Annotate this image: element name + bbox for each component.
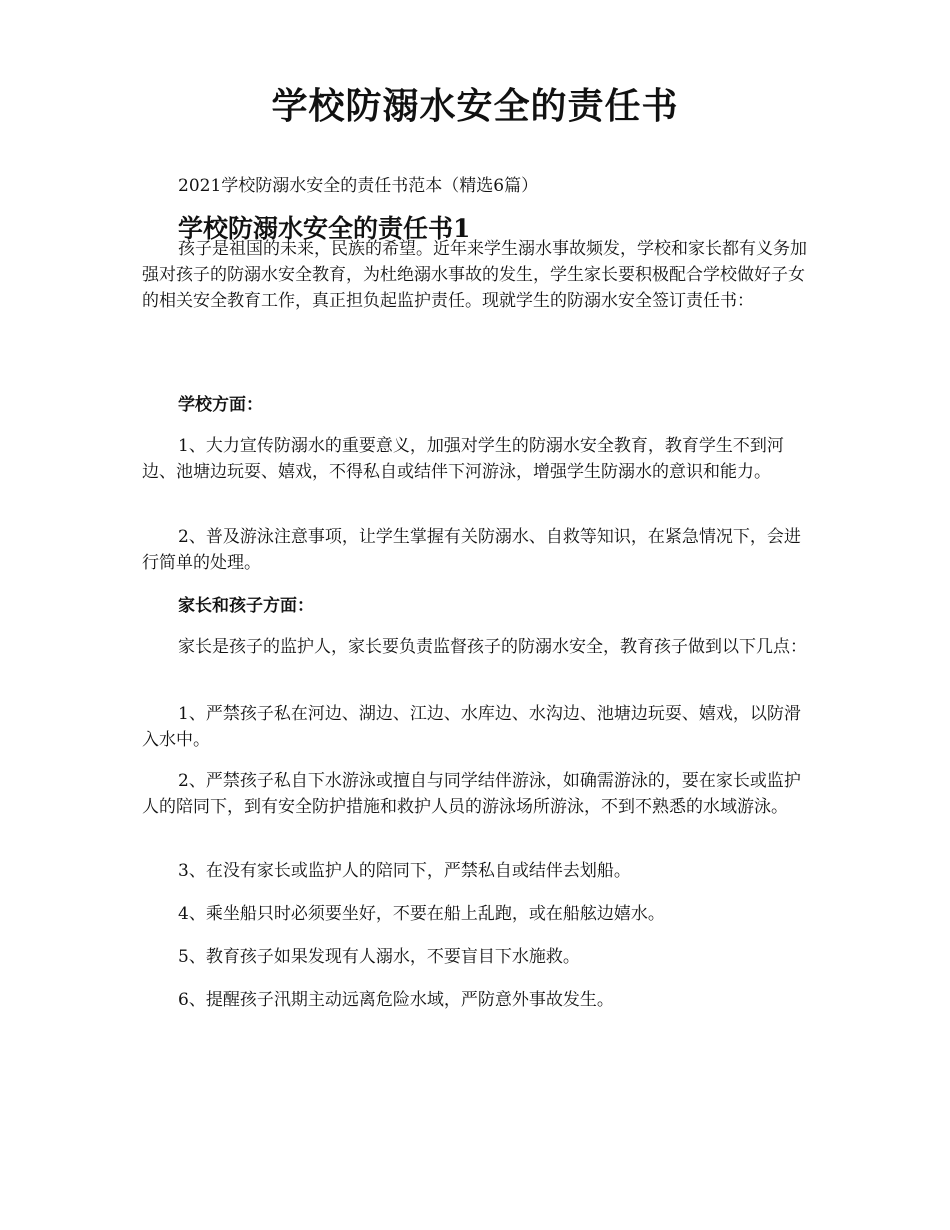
- school-item: 1、大力宣传防溺水的重要意义，加强对学生的防溺水安全教育，教育学生不到河边、池塘边玩耍、嬉戏，不得私自或结伴下河游泳，增强学生防溺水的意识和能力。: [142, 436, 784, 482]
- parent-item: 6、提醒孩子汛期主动远离危险水域，严防意外事故发生。: [178, 990, 614, 1010]
- school-item: 2、普及游泳注意事项，让学生掌握有关防溺水、自救等知识，在紧急情况下，会进行简单的处理。: [142, 527, 801, 573]
- school-section-heading: 学校方面：: [178, 395, 263, 415]
- parent-section-heading: 家长和孩子方面：: [178, 596, 314, 616]
- document-subtitle: 2021学校防溺水安全的责任书范本（精选6篇）: [178, 176, 539, 196]
- parent-item: 3、在没有家长或监护人的陪同下，严禁私自或结伴去划船。: [178, 861, 631, 881]
- parent-item: 5、教育孩子如果发现有人溺水，不要盲目下水施救。: [178, 947, 580, 967]
- document-title: 学校防溺水安全的责任书: [271, 85, 679, 127]
- parent-item: 4、乘坐船只时必须要坐好，不要在船上乱跑，或在船舷边嬉水。: [178, 904, 665, 924]
- parent-intro-paragraph: 家长是孩子的监护人，家长要负责监督孩子的防溺水安全，教育孩子做到以下几点：: [178, 637, 807, 657]
- parent-item: 2、严禁孩子私自下水游泳或擅自与同学结伴游泳，如确需游泳的，要在家长或监护人的陪同下，到有安全防护措施和救护人员的游泳场所游泳，不到不熟悉的水域游泳。: [142, 771, 801, 817]
- parent-item: 1、严禁孩子私在河边、湖边、江边、水库边、水沟边、池塘边玩耍、嬉戏，以防滑入水中。: [142, 704, 801, 750]
- section-heading: 学校防溺水安全的责任书1: [178, 214, 471, 243]
- intro-paragraph: 孩子是祖国的未来，民族的希望。近年来学生溺水事故频发，学校和家长都有义务加强对孩子的防溺水安全教育，为杜绝溺水事故的发生，学生家长要积极配合学校做好子女的相关安全教育工作，真正担负起监护责任。现就学生的防溺水安全签订责任书：: [142, 239, 807, 311]
